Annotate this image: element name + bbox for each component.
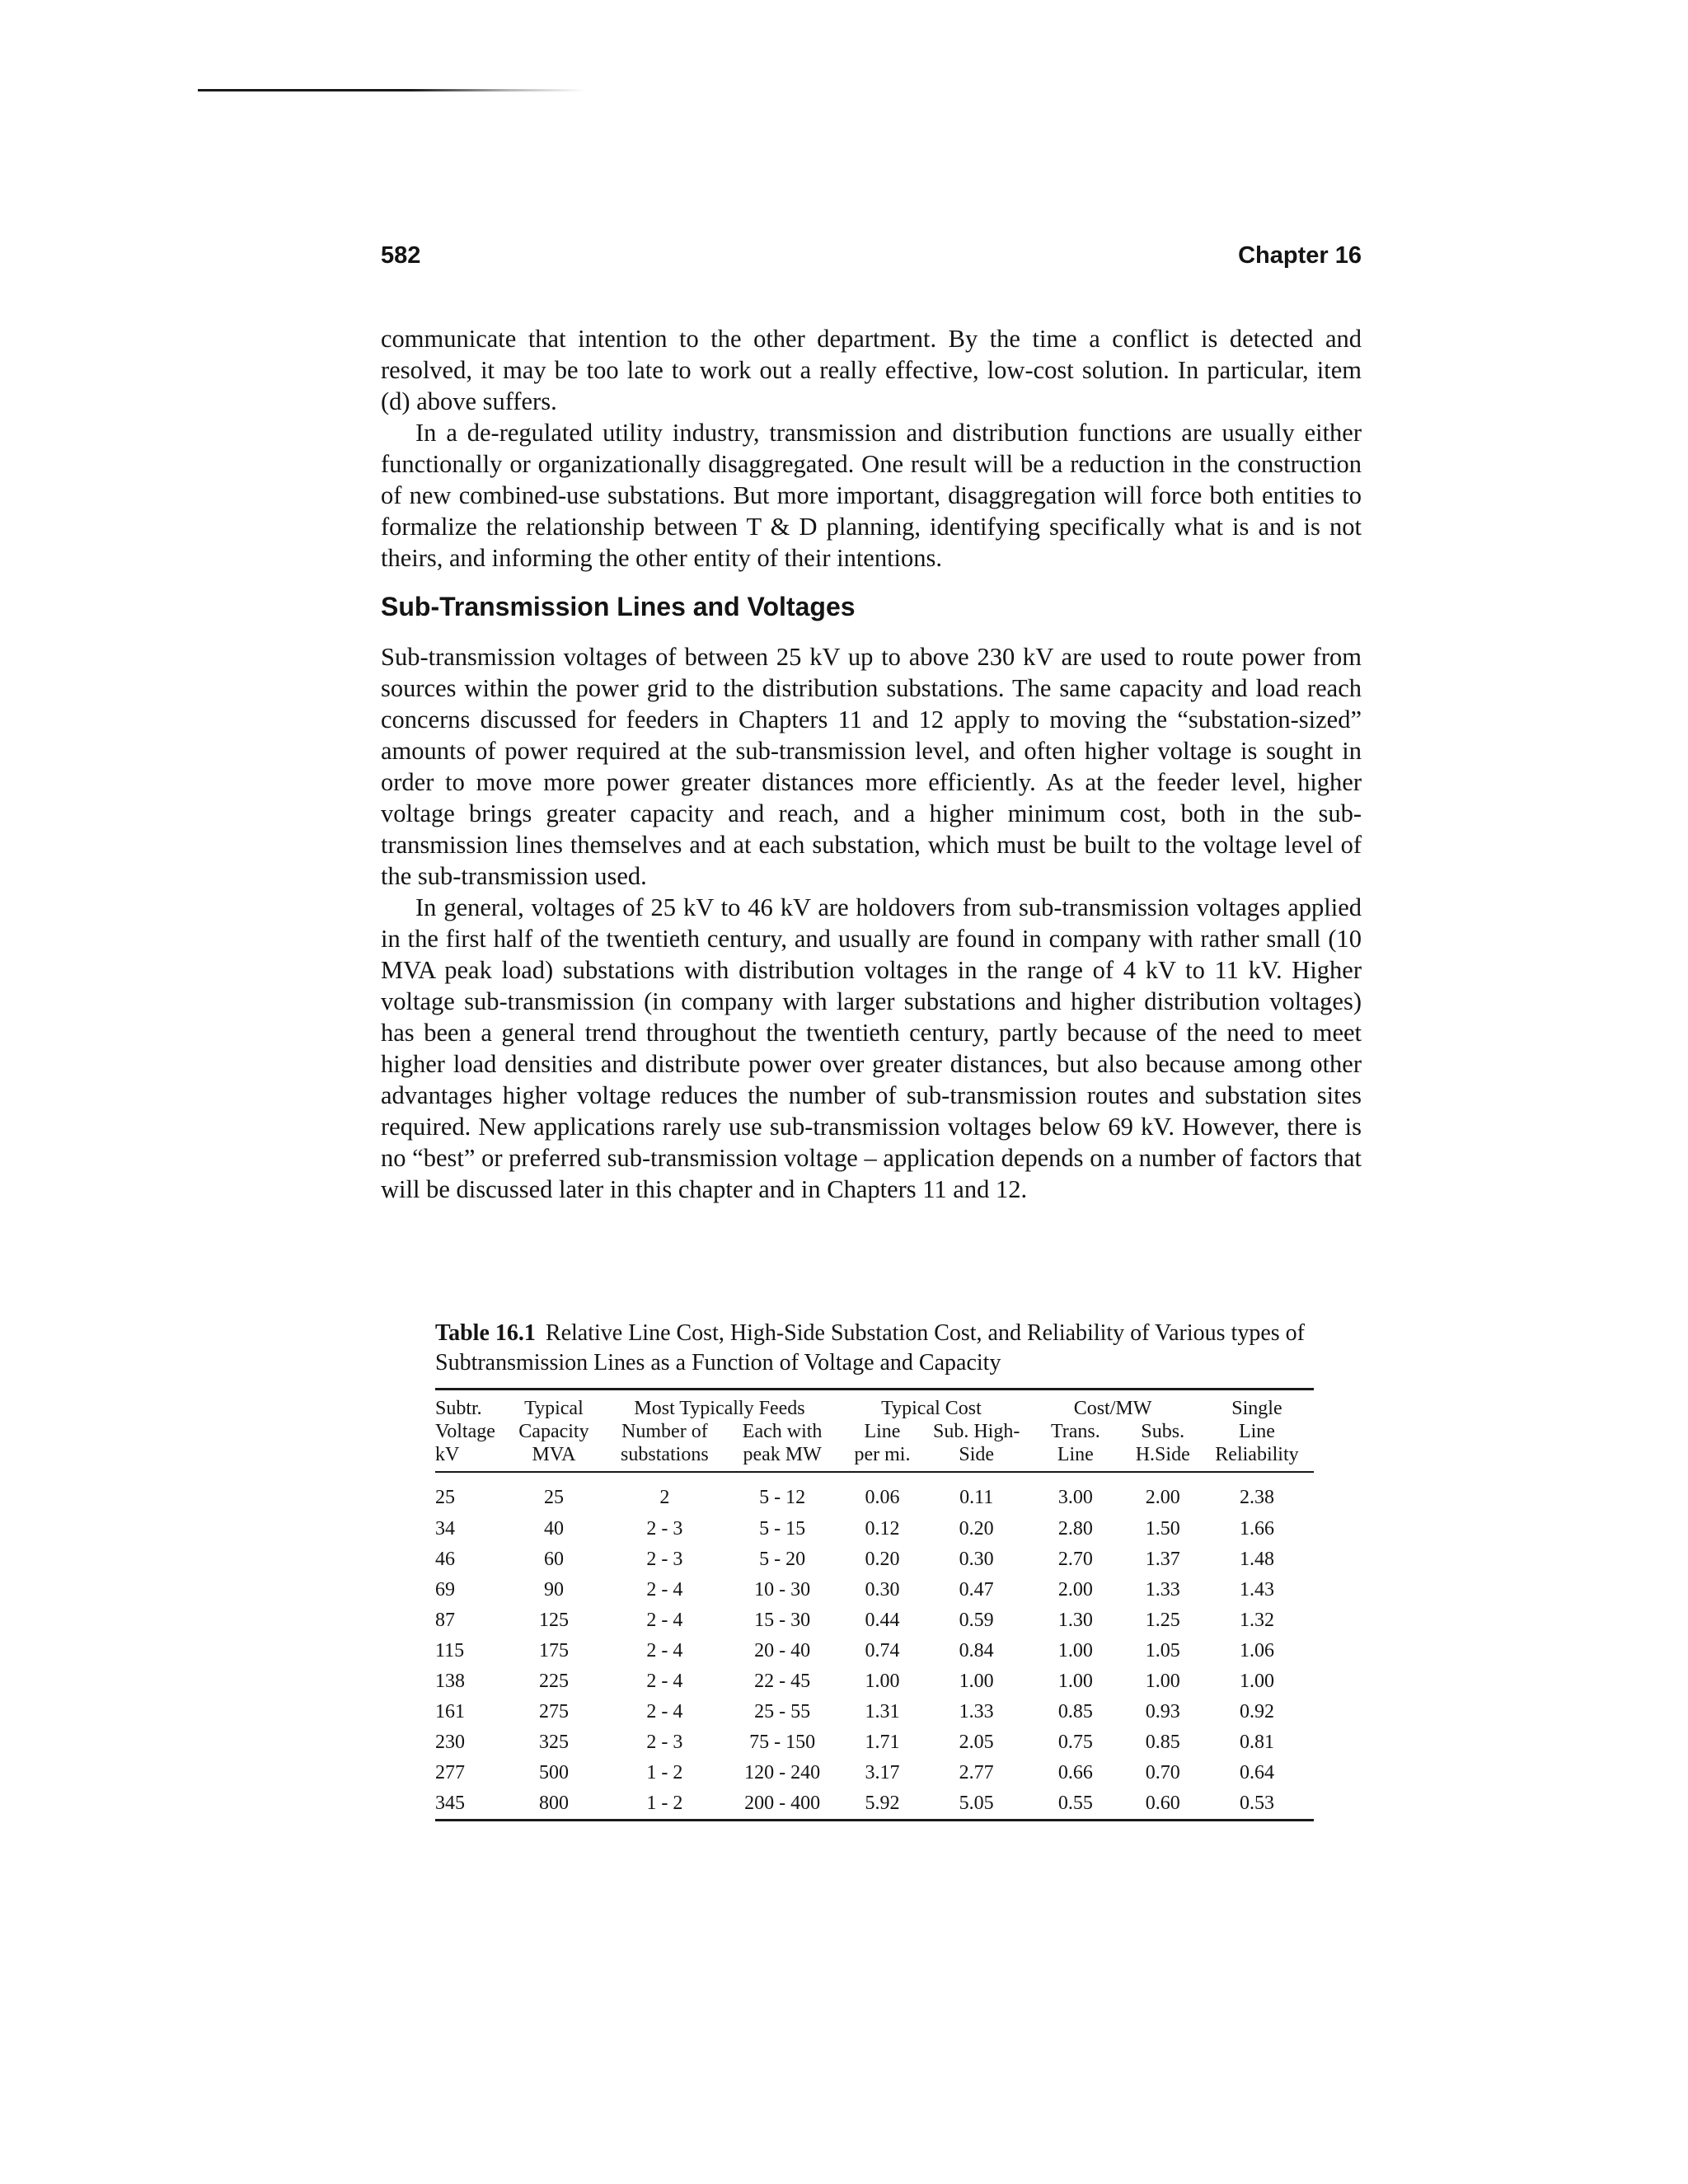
header-cell: H.Side bbox=[1126, 1443, 1200, 1472]
table-cell: 1.06 bbox=[1239, 1640, 1274, 1661]
header-cell: Subs. bbox=[1141, 1421, 1185, 1442]
table-cell: 5 - 12 bbox=[759, 1486, 806, 1508]
table-body bbox=[435, 1472, 1314, 1821]
table-cell: 0.64 bbox=[1239, 1762, 1274, 1783]
header-cell: peak MW bbox=[728, 1443, 837, 1472]
table-cell: 1.00 bbox=[1239, 1671, 1274, 1692]
header-cell: Line bbox=[1238, 1421, 1275, 1442]
table-cell: 69 bbox=[435, 1579, 455, 1601]
table-cell: 0.93 bbox=[1145, 1701, 1180, 1722]
table-cell: 2.77 bbox=[959, 1762, 994, 1783]
table-cell: 20 - 40 bbox=[754, 1640, 811, 1661]
table-cell: 345 bbox=[435, 1793, 465, 1814]
table-cell: 325 bbox=[538, 1732, 569, 1753]
table-cell: 2.80 bbox=[1057, 1518, 1093, 1540]
table-cell: 1.33 bbox=[1145, 1579, 1180, 1601]
table-cell: 200 - 400 bbox=[744, 1793, 821, 1814]
table-cell: 1.66 bbox=[1239, 1518, 1274, 1540]
table-cell: 2.00 bbox=[1057, 1579, 1093, 1601]
header-cell: Side bbox=[927, 1443, 1025, 1472]
table-cell: 1.33 bbox=[959, 1701, 994, 1722]
table-cell: 5.05 bbox=[959, 1793, 994, 1814]
table-cell: 3.17 bbox=[865, 1762, 900, 1783]
table-cell: 125 bbox=[538, 1610, 569, 1631]
table-cell: 0.06 bbox=[865, 1486, 900, 1508]
table-cell: 2.00 bbox=[1145, 1486, 1180, 1508]
table-cell: 2 - 4 bbox=[646, 1610, 683, 1631]
table-cell: 1.32 bbox=[1239, 1610, 1274, 1631]
table-cell: 1.00 bbox=[1145, 1671, 1180, 1692]
table-cell: 275 bbox=[538, 1701, 569, 1722]
table-cell: 0.20 bbox=[865, 1549, 900, 1570]
header-row-2 bbox=[435, 1420, 1314, 1443]
table-cell: 34 bbox=[435, 1518, 455, 1540]
table-cell: 138 bbox=[435, 1671, 465, 1692]
table-cell: 0.30 bbox=[959, 1549, 994, 1570]
table-cell: 60 bbox=[543, 1549, 564, 1570]
table-cell: 46 bbox=[435, 1549, 455, 1570]
table-cell: 2.38 bbox=[1239, 1486, 1274, 1508]
header-cell: Line bbox=[1025, 1443, 1125, 1472]
paragraph-1: communicate that intention to the other department. By the time a conflict is detected and resolved, it may be too late to work out a really effective, low-cost solution. In particular, item (d) above suffers. bbox=[381, 325, 1362, 415]
table-cell: 0.66 bbox=[1057, 1762, 1093, 1783]
header-cell: Single bbox=[1231, 1398, 1282, 1419]
table-block bbox=[435, 1319, 1314, 1821]
table-cell: 1 - 2 bbox=[646, 1793, 683, 1814]
section-heading: Sub-Transmission Lines and Voltages bbox=[381, 592, 856, 621]
table-cell: 0.60 bbox=[1145, 1793, 1180, 1814]
table-cell: 2 - 4 bbox=[646, 1640, 683, 1661]
table-row bbox=[435, 1575, 1314, 1605]
table-cell: 1.25 bbox=[1145, 1610, 1180, 1631]
table-caption-text: Relative Line Cost, High-Side Substation Cost, and Reliability of Various types of Subtransmission Lines as a Function of Voltage and Capacity bbox=[435, 1320, 1305, 1376]
table-cell: 1 - 2 bbox=[646, 1762, 683, 1783]
header-cell: Typical bbox=[524, 1398, 584, 1419]
table-cell: 2.70 bbox=[1057, 1549, 1093, 1570]
table-cell: 2 - 4 bbox=[646, 1671, 683, 1692]
table-cell: 90 bbox=[543, 1579, 564, 1601]
table-cell: 22 - 45 bbox=[754, 1671, 811, 1692]
table-row bbox=[435, 1727, 1314, 1758]
table-cell: 800 bbox=[538, 1793, 569, 1814]
table-cell: 0.44 bbox=[865, 1610, 900, 1631]
table-cell: 5 - 15 bbox=[759, 1518, 806, 1540]
header-cell: Line bbox=[864, 1421, 901, 1442]
table-cell: 2 - 3 bbox=[646, 1732, 683, 1753]
table-cell: 0.92 bbox=[1239, 1701, 1274, 1722]
table-cell: 1.00 bbox=[865, 1671, 900, 1692]
table-cell: 0.75 bbox=[1057, 1732, 1093, 1753]
table-cell: 0.20 bbox=[959, 1518, 994, 1540]
table-cell: 500 bbox=[538, 1762, 569, 1783]
table-cell: 87 bbox=[435, 1610, 455, 1631]
table-label: Table 16.1 bbox=[435, 1320, 536, 1346]
table-cell: 40 bbox=[543, 1518, 564, 1540]
table-cell: 0.53 bbox=[1239, 1793, 1274, 1814]
table-cell: 277 bbox=[435, 1762, 465, 1783]
table-cell: 2 bbox=[659, 1486, 670, 1508]
table-caption bbox=[435, 1319, 1314, 1378]
table-cell: 0.84 bbox=[959, 1640, 994, 1661]
table-cell: 1.37 bbox=[1145, 1549, 1180, 1570]
table-cell: 1.30 bbox=[1057, 1610, 1093, 1631]
page-number: 582 bbox=[381, 242, 421, 269]
running-head bbox=[381, 241, 1362, 270]
header-cell: MVA bbox=[506, 1443, 603, 1472]
table-cell: 5 - 20 bbox=[759, 1549, 806, 1570]
table-cell: 1.71 bbox=[865, 1732, 900, 1753]
table-cell: 1.00 bbox=[1057, 1640, 1093, 1661]
table-cell: 1.50 bbox=[1145, 1518, 1180, 1540]
table-cell: 0.12 bbox=[865, 1518, 900, 1540]
table-cell: 1.00 bbox=[1057, 1671, 1093, 1692]
table-cell: 2 - 4 bbox=[646, 1579, 683, 1601]
paragraph-2: In a de-regulated utility industry, transmission and distribution functions are usually either functionally or organizationally disaggregated. One result will be a reduction in the construction of new combined-use substations. But more important, disaggregation will force both entities to formalize the relationship between T & D planning, identifying specifically what is and is not theirs, and informing the other entity of their intentions. bbox=[381, 419, 1362, 572]
table-cell: 5.92 bbox=[865, 1793, 900, 1814]
table-cell: 0.85 bbox=[1057, 1701, 1093, 1722]
table-cell: 120 - 240 bbox=[744, 1762, 821, 1783]
header-row-3 bbox=[435, 1443, 1314, 1472]
table-cell: 1.05 bbox=[1145, 1640, 1180, 1661]
table-row bbox=[435, 1697, 1314, 1727]
table-cell: 1.00 bbox=[959, 1671, 994, 1692]
table-cell: 25 bbox=[543, 1486, 564, 1508]
table-cell: 25 - 55 bbox=[754, 1701, 811, 1722]
table-cell: 0.81 bbox=[1239, 1732, 1274, 1753]
table-row bbox=[435, 1514, 1314, 1544]
header-cell: per mi. bbox=[837, 1443, 927, 1472]
header-cell: Each with bbox=[742, 1421, 823, 1442]
table-cell: 0.11 bbox=[959, 1486, 994, 1508]
table-cell: 0.85 bbox=[1145, 1732, 1180, 1753]
table-cell: 2 - 3 bbox=[646, 1518, 683, 1540]
table-cell: 0.47 bbox=[959, 1579, 994, 1601]
table-cell: 1.43 bbox=[1239, 1579, 1274, 1601]
table-cell: 2.05 bbox=[959, 1732, 994, 1753]
table-cell: 0.59 bbox=[959, 1610, 994, 1631]
chapter-title: Chapter 16 bbox=[1238, 242, 1362, 269]
paragraph-3: Sub-transmission voltages of between 25 kV up to above 230 kV are used to route power from sources within the power grid to the distribution substations. The same capacity and load reach concerns discussed for feeders in Chapters 11 and 12 apply to moving the “substation-sized” amounts of power required at the sub-transmission level, and often higher voltage is sought in order to move more power greater distances more efficiently. As at the feeder level, higher voltage brings greater capacity and reach, and a higher minimum cost, both in the sub-transmission lines themselves and at each substation, which must be built to the voltage level of the sub-transmission used. bbox=[381, 643, 1362, 890]
table-cell: 175 bbox=[538, 1640, 569, 1661]
table-row bbox=[435, 1758, 1314, 1788]
table-row bbox=[435, 1605, 1314, 1636]
table-cell: 0.55 bbox=[1057, 1793, 1093, 1814]
table-cell: 1.48 bbox=[1239, 1549, 1274, 1570]
table-cell: 75 - 150 bbox=[749, 1732, 816, 1753]
header-cell: Subtr. bbox=[435, 1398, 482, 1419]
header-cell: kV bbox=[435, 1443, 506, 1472]
table-row bbox=[435, 1666, 1314, 1697]
header-cell: Voltage bbox=[435, 1421, 495, 1442]
body-text bbox=[381, 323, 1362, 1205]
header-cell: substations bbox=[602, 1443, 727, 1472]
data-table bbox=[435, 1388, 1314, 1821]
paragraph-4: In general, voltages of 25 kV to 46 kV are holdovers from sub-transmission voltages applied in the first half of the twentieth century, and usually are found in company with rather small (10 MVA peak load) substations with distribution voltages in the range of 4 kV to 11 kV. Higher voltage sub-transmission (in company with larger substations and higher distribution voltages) has been a general trend throughout the twentieth century, partly because of the need to meet higher load densities and distribute power over greater distances, but also because among other advantages higher voltage reduces the number of sub-transmission routes and substation sites required. New applications rarely use sub-transmission voltages below 69 kV. However, there is no “best” or preferred sub-transmission voltage – application depends on a number of factors that will be discussed later in this chapter and in Chapters 11 and 12. bbox=[381, 893, 1362, 1203]
table-cell: 3.00 bbox=[1057, 1486, 1093, 1508]
table-cell: 25 bbox=[435, 1486, 455, 1508]
table-row bbox=[435, 1544, 1314, 1575]
header-row-1 bbox=[435, 1390, 1314, 1421]
header-cell: Most Typically Feeds bbox=[634, 1398, 805, 1419]
table-cell: 2 - 4 bbox=[646, 1701, 683, 1722]
table-cell: 161 bbox=[435, 1701, 465, 1722]
table-cell: 225 bbox=[538, 1671, 569, 1692]
header-cell: Reliability bbox=[1200, 1443, 1314, 1472]
table-cell: 0.30 bbox=[865, 1579, 900, 1601]
header-cell: Number of bbox=[621, 1421, 708, 1442]
top-rule bbox=[198, 89, 585, 91]
header-cell: Trans. bbox=[1050, 1421, 1100, 1442]
table-cell: 0.74 bbox=[865, 1640, 900, 1661]
table-cell: 230 bbox=[435, 1732, 465, 1753]
header-cell: Typical Cost bbox=[881, 1398, 982, 1419]
header-cell: Sub. High- bbox=[933, 1421, 1020, 1442]
table-cell: 115 bbox=[435, 1640, 465, 1661]
table-row bbox=[435, 1636, 1314, 1666]
table-cell: 15 - 30 bbox=[754, 1610, 811, 1631]
table-row bbox=[435, 1788, 1314, 1821]
table-cell: 1.31 bbox=[865, 1701, 900, 1722]
table-cell: 2 - 3 bbox=[646, 1549, 683, 1570]
table-row bbox=[435, 1472, 1314, 1514]
table-cell: 10 - 30 bbox=[754, 1579, 811, 1601]
header-cell: Capacity bbox=[518, 1421, 589, 1442]
header-cell: Cost/MW bbox=[1073, 1398, 1152, 1419]
table-cell: 0.70 bbox=[1145, 1762, 1180, 1783]
